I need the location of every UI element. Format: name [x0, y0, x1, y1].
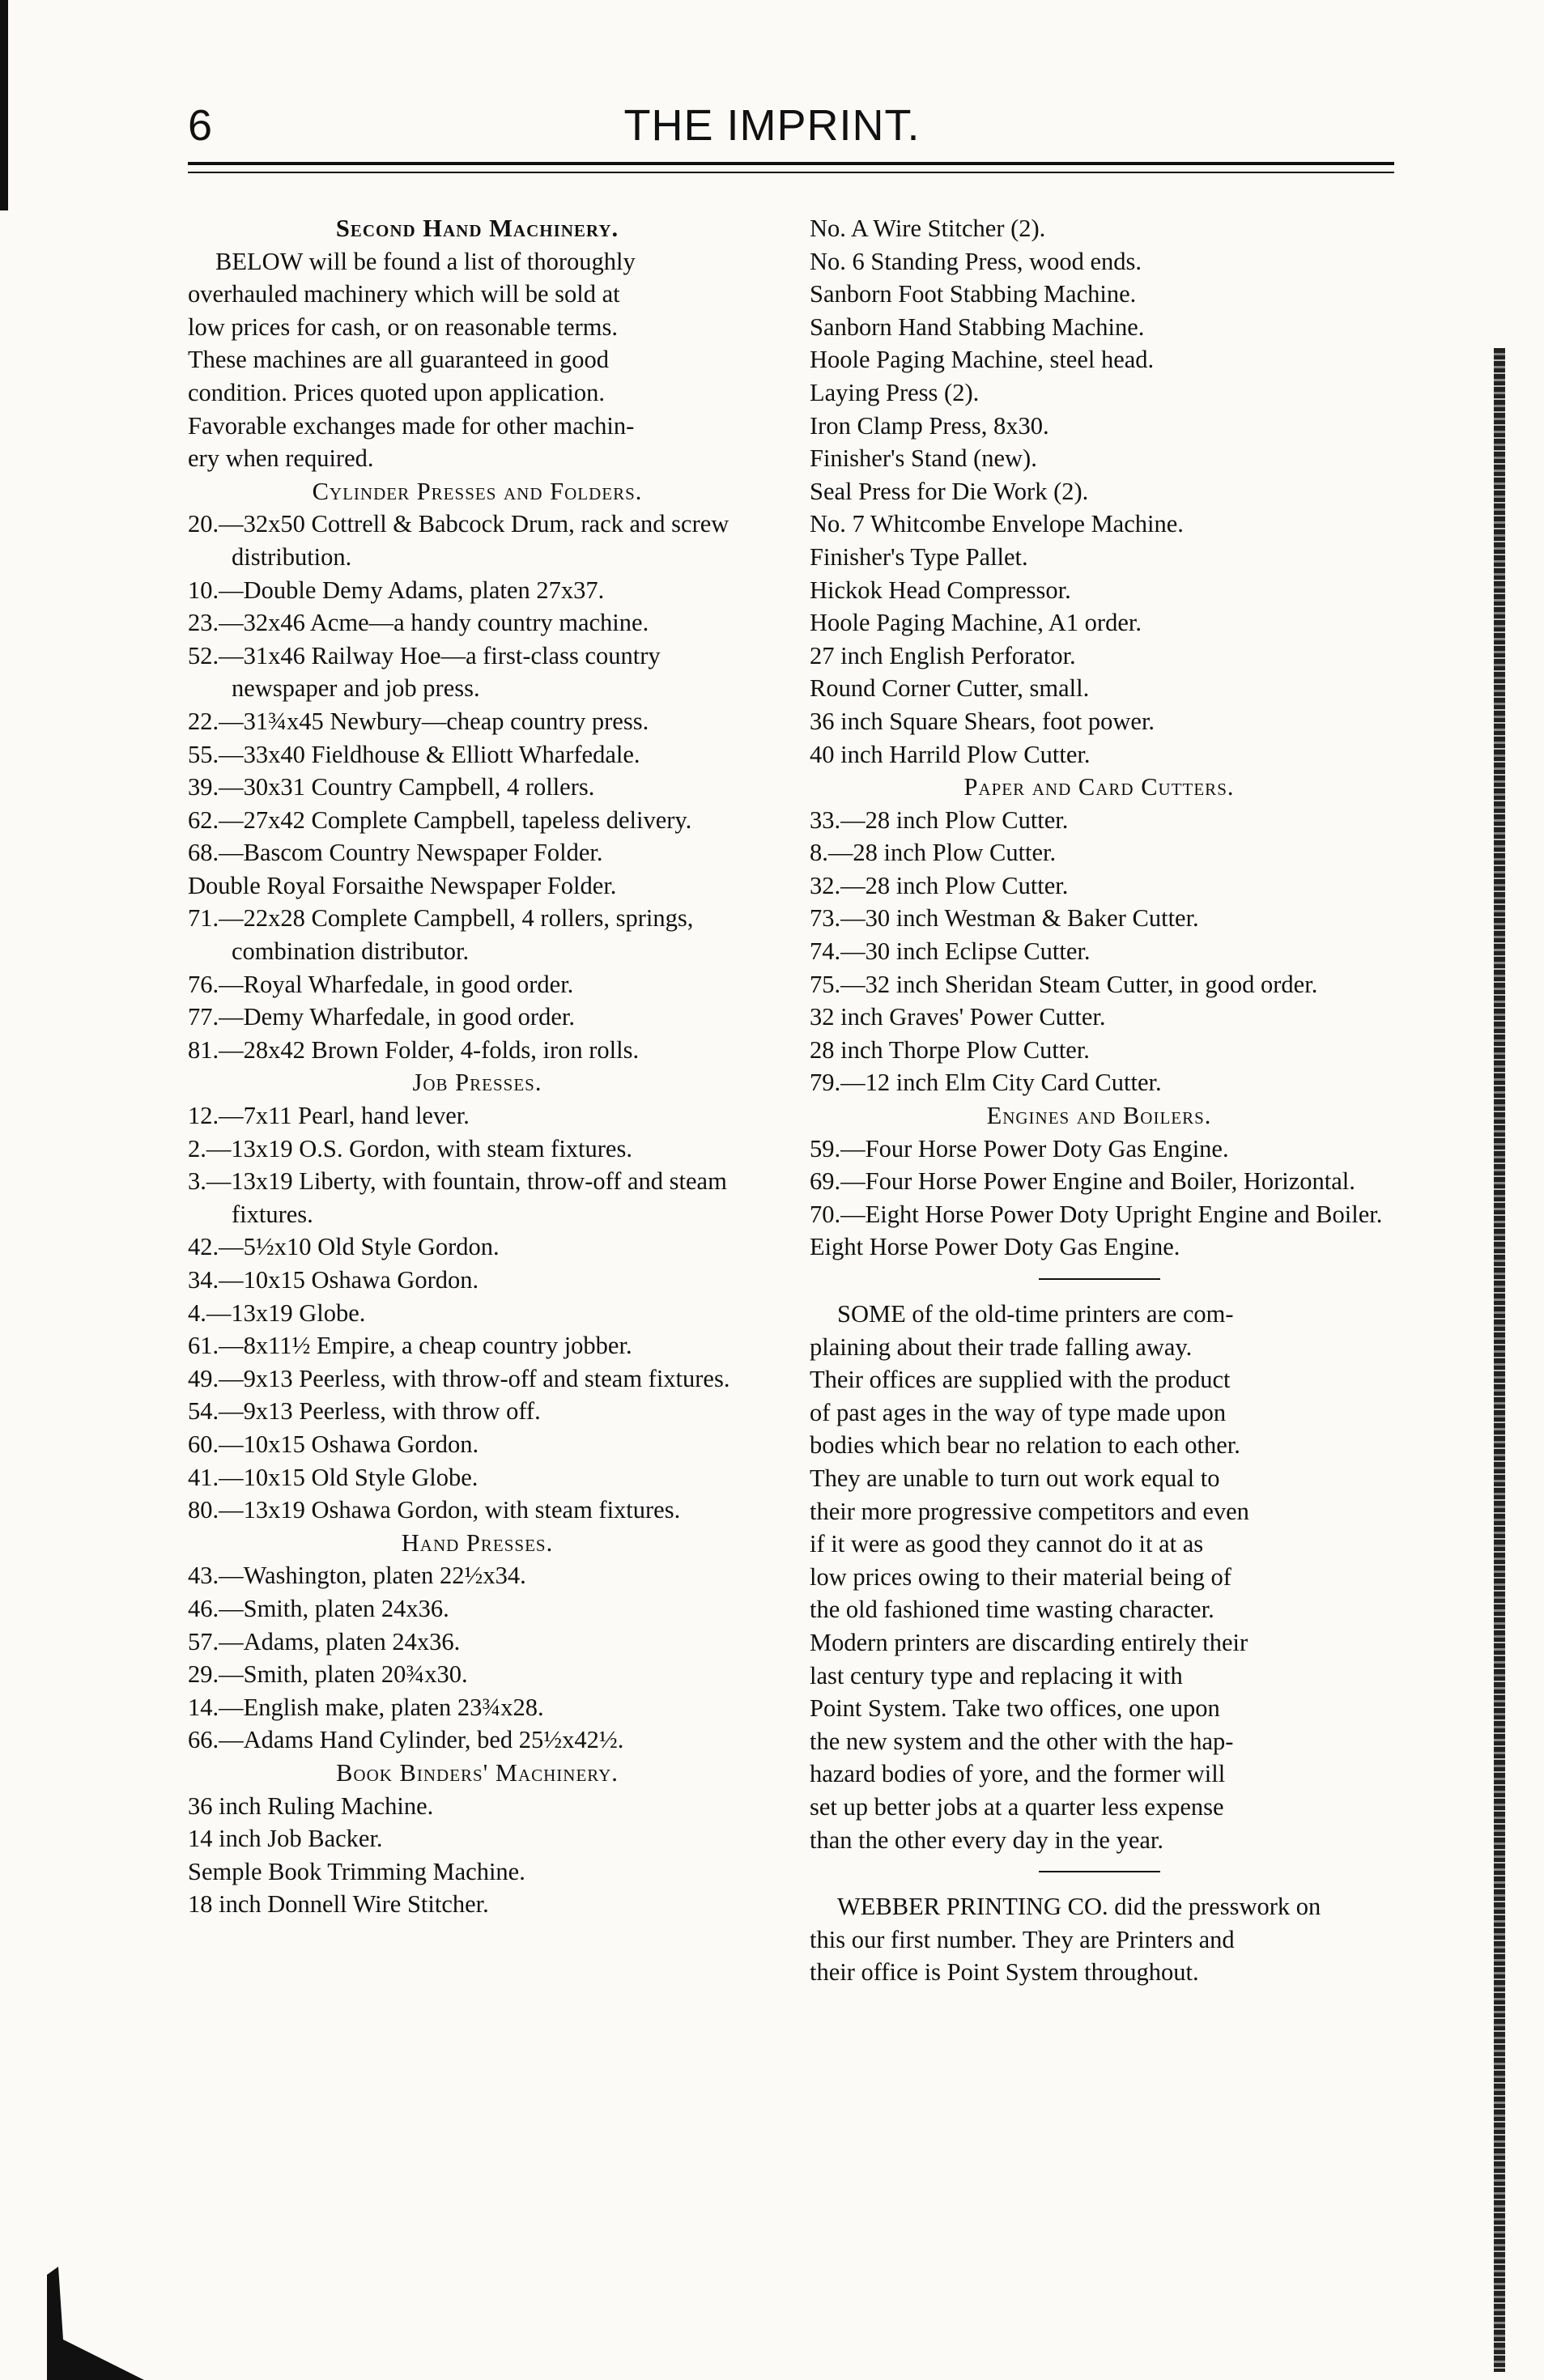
machine-entry: 14 inch Job Backer. [188, 1825, 383, 1853]
machine-entry: 46.—Smith, platen 24x36. [188, 1594, 449, 1622]
machine-entry: 33.—28 inch Plow Cutter. [810, 805, 1069, 834]
machine-entry: Sanborn Hand Stabbing Machine. [810, 312, 1145, 341]
section-heading: Job Presses. [412, 1069, 542, 1097]
note-line: their office is Point System throughout. [810, 1958, 1199, 1987]
machine-entry: 4.—13x19 Globe. [188, 1298, 366, 1327]
machine-entry: 34.—10x15 Oshawa Gordon. [188, 1266, 479, 1294]
article-line: the new system and the other with the hap- [810, 1727, 1234, 1755]
section-heading: Cylinder Presses and Folders. [312, 477, 643, 505]
machine-entry: 28 inch Thorpe Plow Cutter. [810, 1035, 1090, 1064]
header-rule-thin [188, 172, 1394, 173]
machine-entry: 81.—28x42 Brown Folder, 4-folds, iron rolls. [188, 1035, 640, 1064]
machine-entry: Hoole Paging Machine, steel head. [810, 346, 1155, 374]
machine-entry: Round Corner Cutter, small. [810, 674, 1090, 703]
right-column [810, 212, 1389, 1989]
article-line: Their offices are supplied with the product [810, 1366, 1231, 1394]
section-heading: Hand Presses. [401, 1528, 554, 1557]
cutters-engines-list [810, 771, 1389, 1264]
machine-entry: 61.—8x11½ Empire, a cheap country jobber. [188, 1332, 632, 1360]
article-line: hazard bodies of yore, and the former will [810, 1760, 1226, 1788]
intro-line: ery when required. [188, 444, 374, 473]
scan-binding-edge [1494, 348, 1505, 2372]
machine-entry: 66.—Adams Hand Cylinder, bed 25½x42½. [188, 1726, 624, 1754]
running-title: THE IMPRINT. [623, 101, 921, 150]
machine-entry: 52.—31x46 Railway Hoe—a first-class country newspaper and job press. [188, 641, 661, 703]
article-line: last century type and replacing it with [810, 1661, 1183, 1689]
machine-entry: 70.—Eight Horse Power Doty Upright Engine and Boiler. [810, 1200, 1383, 1228]
article-paragraph [810, 1298, 1389, 1856]
machine-entry: 39.—30x31 Country Campbell, 4 rollers. [188, 773, 595, 801]
machine-entry: 79.—12 inch Elm City Card Cutter. [810, 1069, 1162, 1097]
machine-entry: 2.—13x19 O.S. Gordon, with steam fixtures. [188, 1134, 632, 1162]
machine-entry: 60.—10x15 Oshawa Gordon. [188, 1430, 479, 1458]
machine-entry: 29.—Smith, platen 20¾x30. [188, 1660, 468, 1689]
machine-entry: 36 inch Square Shears, foot power. [810, 707, 1155, 735]
machine-entry: 68.—Bascom Country Newspaper Folder. [188, 839, 603, 867]
machine-entry: 20.—32x50 Cottrell & Babcock Drum, rack and screw distribution. [188, 510, 729, 571]
machine-entry: 22.—31¾x45 Newbury—cheap country press. [188, 707, 649, 735]
article-line: set up better jobs at a quarter less expense [810, 1792, 1224, 1821]
article-line: They are unable to turn out work equal to [810, 1464, 1220, 1492]
article-line: their more progressive competitors and even [810, 1497, 1249, 1525]
machine-entry: 69.—Four Horse Power Engine and Boiler, Horizontal. [810, 1167, 1355, 1196]
machine-entry: Laying Press (2). [810, 378, 980, 406]
note-line: WEBBER PRINTING CO. did the presswork on [837, 1893, 1321, 1921]
binding-equipment-list [810, 212, 1389, 771]
machine-entry: 49.—9x13 Peerless, with throw-off and steam fixtures. [188, 1364, 730, 1392]
scan-corner-mark [47, 2267, 144, 2380]
section-title: Second Hand Machinery. [335, 215, 619, 242]
article-line: the old fashioned time wasting character. [810, 1596, 1214, 1624]
intro-line: Favorable exchanges made for other machin- [188, 411, 635, 440]
intro-line: These machines are all guaranteed in good [188, 346, 609, 374]
article-line: than the other every day in the year. [810, 1825, 1163, 1854]
machine-entry: Hickok Head Compressor. [810, 576, 1071, 604]
article-line: of past ages in the way of type made upon [810, 1398, 1227, 1426]
machine-entry: Iron Clamp Press, 8x30. [810, 411, 1049, 440]
machine-entry: 62.—27x42 Complete Campbell, tapeless delivery. [188, 805, 692, 834]
machine-entry: 23.—32x46 Acme—a handy country machine. [188, 609, 649, 637]
machine-entry: 54.—9x13 Peerless, with throw off. [188, 1397, 541, 1426]
intro-line: overhauled machinery which will be sold at [188, 280, 620, 308]
machine-entry: Double Royal Forsaithe Newspaper Folder. [188, 871, 617, 899]
machine-entry: 18 inch Donnell Wire Stitcher. [188, 1890, 489, 1919]
machine-entry: 40 inch Harrild Plow Cutter. [810, 740, 1091, 768]
machinery-list [188, 475, 767, 1921]
article-line: if it were as good they cannot do it at as [810, 1530, 1204, 1558]
machine-entry: Semple Book Trimming Machine. [188, 1857, 525, 1885]
page-number: 6 [188, 101, 213, 150]
separator-rule [1039, 1278, 1160, 1280]
machine-entry: 8.—28 inch Plow Cutter. [810, 839, 1057, 867]
machine-entry: No. 6 Standing Press, wood ends. [810, 247, 1142, 275]
article-line: bodies which bear no relation to each other. [810, 1431, 1240, 1460]
intro-line: low prices for cash, or on reasonable terms. [188, 312, 619, 341]
article-line: low prices owing to their material being of [810, 1562, 1231, 1591]
article-line: Point System. Take two offices, one upon [810, 1694, 1220, 1723]
machine-entry: Hoole Paging Machine, A1 order. [810, 609, 1142, 637]
machine-entry: 75.—32 inch Sheridan Steam Cutter, in good order. [810, 970, 1318, 998]
machine-entry: 36 inch Ruling Machine. [188, 1791, 434, 1820]
machine-entry: 42.—5½x10 Old Style Gordon. [188, 1233, 500, 1261]
machine-entry: Finisher's Type Pallet. [810, 542, 1028, 571]
machine-entry: 27 inch English Perforator. [810, 641, 1076, 669]
machine-entry: 41.—10x15 Old Style Globe. [188, 1463, 479, 1491]
intro-line: condition. Prices quoted upon application. [188, 378, 606, 406]
machine-entry: 57.—Adams, platen 24x36. [188, 1627, 461, 1655]
machine-entry: Finisher's Stand (new). [810, 444, 1037, 473]
header-rule [188, 162, 1394, 165]
machine-entry: 12.—7x11 Pearl, hand lever. [188, 1102, 470, 1130]
machine-entry: No. 7 Whitcombe Envelope Machine. [810, 510, 1184, 538]
intro-paragraph [188, 245, 767, 475]
note-line: this our first number. They are Printers and [810, 1925, 1235, 1953]
machine-entry: 71.—22x28 Complete Campbell, 4 rollers, springs, combination distributor. [188, 904, 694, 966]
section-heading: Engines and Boilers. [986, 1102, 1212, 1130]
article-line: plaining about their trade falling away. [810, 1332, 1193, 1361]
machine-entry: 74.—30 inch Eclipse Cutter. [810, 937, 1091, 966]
machine-entry: Seal Press for Die Work (2). [810, 477, 1089, 505]
machine-entry: 14.—English make, platen 23¾x28. [188, 1693, 544, 1721]
machine-entry: 59.—Four Horse Power Doty Gas Engine. [810, 1134, 1229, 1162]
machine-entry: Sanborn Foot Stabbing Machine. [810, 280, 1137, 308]
intro-line: BELOW will be found a list of thoroughly [215, 247, 636, 275]
separator-rule [1039, 1871, 1160, 1872]
machine-entry: 43.—Washington, platen 22½x34. [188, 1562, 526, 1590]
machine-entry: Eight Horse Power Doty Gas Engine. [810, 1233, 1180, 1261]
machine-entry: 3.—13x19 Liberty, with fountain, throw-off and steam fixtures. [188, 1167, 727, 1228]
machine-entry: 55.—33x40 Fieldhouse & Elliott Wharfedale. [188, 740, 640, 768]
machine-entry: 77.—Demy Wharfedale, in good order. [188, 1003, 575, 1031]
machine-entry: 32.—28 inch Plow Cutter. [810, 871, 1069, 899]
machine-entry: 10.—Double Demy Adams, platen 27x37. [188, 576, 605, 604]
article-line: SOME of the old-time printers are com- [837, 1300, 1234, 1328]
left-column [188, 212, 767, 1921]
machine-entry: 73.—30 inch Westman & Baker Cutter. [810, 904, 1199, 933]
section-heading: Book Binders' Machinery. [336, 1758, 619, 1787]
machine-entry: 80.—13x19 Oshawa Gordon, with steam fixtures. [188, 1496, 681, 1524]
section-heading: Paper and Card Cutters. [963, 773, 1235, 801]
machine-entry: 76.—Royal Wharfedale, in good order. [188, 970, 574, 998]
article-line: Modern printers are discarding entirely their [810, 1628, 1248, 1656]
machine-entry: No. A Wire Stitcher (2). [810, 215, 1046, 242]
printer-note [810, 1890, 1389, 1989]
machine-entry: 32 inch Graves' Power Cutter. [810, 1003, 1106, 1031]
